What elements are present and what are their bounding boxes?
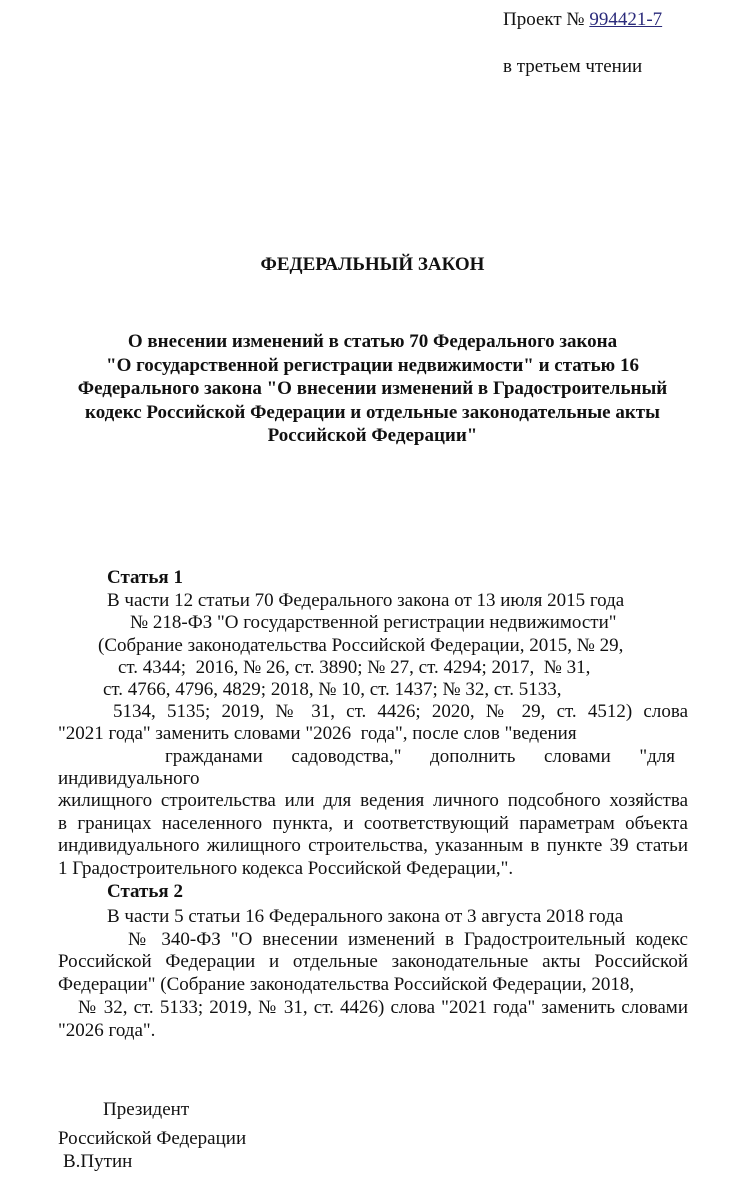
subtitle-line: "О государственной регистрации недвижимости" и статью 16 xyxy=(106,355,639,376)
article-line: индивидуального xyxy=(58,768,200,789)
article-line: 1 Градостроительного кодекса Российской Федерации,". xyxy=(58,858,514,879)
subtitle-line: О внесении изменений в статью 70 Федерального закона xyxy=(127,331,618,352)
article-line: жилищного строительства или для ведения личного подсобного хозяйства xyxy=(58,790,688,811)
article-line: Федерации" (Собрание законодательства Российской Федерации, 2018, xyxy=(58,974,635,995)
article-line: В части 12 статьи 70 Федерального закона от 13 июля 2015 года xyxy=(107,590,625,611)
article-line: № 32, ст. 5133; 2019, № 31, ст. 4426) слова "2021 года" заменить словами xyxy=(78,997,688,1018)
article-line: В части 5 статьи 16 Федерального закона от 3 августа 2018 года xyxy=(107,906,624,927)
article-line: № 218-ФЗ "О государственной регистрации недвижимости" xyxy=(130,612,617,633)
article-line: "2021 года" заменить словами "2026 года", после слов "ведения xyxy=(58,723,577,744)
article-line: ст. 4344; 2016, № 26, ст. 3890; № 27, ст. 4294; 2017, № 31, xyxy=(118,657,591,678)
subtitle-line: кодекс Российской Федерации и отдельные законодательные акты xyxy=(85,402,660,423)
article-line: Российской Федерации и отдельные законодательные акты Российской xyxy=(58,951,688,972)
signature-country: Российской Федерации xyxy=(58,1128,247,1149)
article-line: 5134, 5135; 2019, № 31, ст. 4426; 2020, № 29, ст. 4512) слова xyxy=(113,701,688,722)
article-line: ст. 4766, 4796, 4829; 2018, № 10, ст. 1437; № 32, ст. 5133, xyxy=(103,679,562,700)
project-number-link[interactable]: 994421-7 xyxy=(589,9,663,30)
article-line: "2026 года". xyxy=(58,1020,156,1041)
article-line: индивидуального жилищного строительства, указанным в пункте 39 статьи xyxy=(58,835,688,856)
article-2-heading: Статья 2 xyxy=(107,881,183,902)
article-line: в границах населенного пункта, и соответствующий параметрам объекта xyxy=(58,813,688,834)
subtitle-line: Федерального закона "О внесении изменений в Градостроительный xyxy=(77,378,668,399)
article-1-heading: Статья 1 xyxy=(107,567,183,588)
article-line: гражданами садоводства," дополнить словами "для xyxy=(165,746,675,767)
signature-name: В.Путин xyxy=(63,1151,133,1172)
document-title: ФЕДЕРАЛЬНЫЙ ЗАКОН xyxy=(260,254,485,275)
signature-position: Президент xyxy=(103,1099,190,1120)
reading-stage: в третьем чтении xyxy=(503,56,643,77)
project-prefix: Проект № xyxy=(503,9,590,30)
project-label xyxy=(503,9,662,31)
article-line: № 340-ФЗ "О внесении изменений в Градостроительный кодекс xyxy=(128,929,688,950)
subtitle-line: Российской Федерации" xyxy=(267,425,478,446)
article-line: (Собрание законодательства Российской Федерации, 2015, № 29, xyxy=(98,635,624,656)
